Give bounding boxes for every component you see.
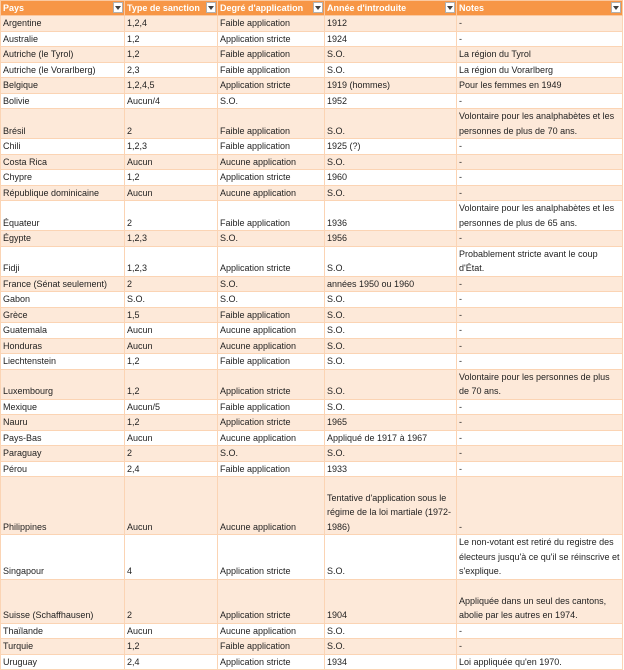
table-row: [1, 430, 623, 446]
cell-notes[interactable]: -: [457, 170, 623, 186]
cell-degree[interactable]: Aucune application: [218, 623, 325, 639]
cell-degree[interactable]: Faible application: [218, 354, 325, 370]
cell-year[interactable]: 1924: [325, 31, 457, 47]
filter-dropdown-icon[interactable]: [113, 2, 123, 13]
cell-year[interactable]: S.O.: [325, 369, 457, 399]
table-row: [1, 47, 623, 63]
table-row: [1, 185, 623, 201]
cell-country[interactable]: Paraguay: [1, 446, 125, 462]
cell-year[interactable]: S.O.: [325, 307, 457, 323]
cell-country[interactable]: Autriche (le Vorarlberg): [1, 62, 125, 78]
cell-notes[interactable]: -: [457, 399, 623, 415]
table-row: [1, 231, 623, 247]
cell-degree[interactable]: Faible application: [218, 47, 325, 63]
cell-degree[interactable]: Application stricte: [218, 246, 325, 276]
cell-degree[interactable]: Faible application: [218, 62, 325, 78]
cell-country[interactable]: Pays-Bas: [1, 430, 125, 446]
cell-country[interactable]: Thaïlande: [1, 623, 125, 639]
cell-year[interactable]: S.O.: [325, 446, 457, 462]
cell-country[interactable]: Uruguay: [1, 654, 125, 670]
cell-notes[interactable]: Loi appliquée qu'en 1970.: [457, 654, 623, 670]
cell-sanction-type[interactable]: Aucun: [125, 154, 218, 170]
cell-year[interactable]: S.O.: [325, 354, 457, 370]
cell-notes[interactable]: Pour les femmes en 1949: [457, 78, 623, 94]
cell-degree[interactable]: Application stricte: [218, 579, 325, 623]
cell-sanction-type[interactable]: 2,4: [125, 461, 218, 477]
cell-sanction-type[interactable]: Aucun: [125, 323, 218, 339]
cell-sanction-type[interactable]: 2: [125, 109, 218, 139]
table-row: [1, 292, 623, 308]
cell-degree[interactable]: Aucune application: [218, 185, 325, 201]
cell-sanction-type[interactable]: 1,2: [125, 47, 218, 63]
table-row: [1, 78, 623, 94]
table-row: [1, 276, 623, 292]
cell-year[interactable]: 1936: [325, 201, 457, 231]
table-row: [1, 109, 623, 139]
cell-country[interactable]: Honduras: [1, 338, 125, 354]
cell-degree[interactable]: Faible application: [218, 201, 325, 231]
cell-degree[interactable]: Application stricte: [218, 369, 325, 399]
table-row: [1, 477, 623, 535]
cell-degree[interactable]: S.O.: [218, 276, 325, 292]
cell-notes[interactable]: -: [457, 307, 623, 323]
header-label: Pays: [3, 3, 25, 14]
cell-notes[interactable]: Probablement stricte avant le coup d'État.: [457, 246, 623, 276]
cell-degree[interactable]: Application stricte: [218, 78, 325, 94]
cell-degree[interactable]: S.O.: [218, 446, 325, 462]
cell-degree[interactable]: Aucune application: [218, 477, 325, 535]
cell-year[interactable]: S.O.: [325, 246, 457, 276]
cell-country[interactable]: Chili: [1, 139, 125, 155]
cell-sanction-type[interactable]: 1,2,3: [125, 246, 218, 276]
cell-notes[interactable]: -: [457, 276, 623, 292]
cell-country[interactable]: Argentine: [1, 16, 125, 32]
header-label: Notes: [459, 3, 485, 14]
cell-sanction-type[interactable]: 4: [125, 535, 218, 580]
cell-notes[interactable]: Appliquée dans un seul des cantons, abolie par les autres en 1974.: [457, 579, 623, 623]
cell-sanction-type[interactable]: 2: [125, 276, 218, 292]
cell-sanction-type[interactable]: Aucun: [125, 338, 218, 354]
cell-country[interactable]: Gabon: [1, 292, 125, 308]
header-label: Année d'introduite: [327, 3, 407, 14]
cell-sanction-type[interactable]: S.O.: [125, 292, 218, 308]
cell-year[interactable]: S.O.: [325, 292, 457, 308]
filter-dropdown-icon[interactable]: [313, 2, 323, 13]
cell-country[interactable]: Liechtenstein: [1, 354, 125, 370]
cell-notes[interactable]: -: [457, 338, 623, 354]
cell-notes[interactable]: -: [457, 292, 623, 308]
cell-notes[interactable]: La région du Tyrol: [457, 47, 623, 63]
table-row: [1, 246, 623, 276]
cell-notes[interactable]: -: [457, 477, 623, 535]
cell-degree[interactable]: Application stricte: [218, 535, 325, 580]
cell-degree[interactable]: Faible application: [218, 461, 325, 477]
cell-country[interactable]: Philippines: [1, 477, 125, 535]
cell-year[interactable]: 1934: [325, 654, 457, 670]
cell-year[interactable]: S.O.: [325, 62, 457, 78]
table-row: [1, 338, 623, 354]
table-row: [1, 461, 623, 477]
header-notes: [457, 1, 623, 16]
table-row: [1, 654, 623, 670]
header-pays: [1, 1, 125, 16]
cell-year[interactable]: S.O.: [325, 399, 457, 415]
cell-notes[interactable]: -: [457, 139, 623, 155]
cell-year[interactable]: S.O.: [325, 623, 457, 639]
table-row: [1, 535, 623, 580]
cell-country[interactable]: République dominicaine: [1, 185, 125, 201]
header-degre-application: [218, 1, 325, 16]
cell-year[interactable]: S.O.: [325, 185, 457, 201]
cell-sanction-type[interactable]: Aucun: [125, 185, 218, 201]
cell-year[interactable]: S.O.: [325, 338, 457, 354]
cell-year[interactable]: 1904: [325, 579, 457, 623]
cell-sanction-type[interactable]: 1,2,3: [125, 139, 218, 155]
cell-sanction-type[interactable]: 1,2: [125, 31, 218, 47]
cell-sanction-type[interactable]: 2,4: [125, 654, 218, 670]
cell-country[interactable]: Brésil: [1, 109, 125, 139]
cell-year[interactable]: 1960: [325, 170, 457, 186]
cell-year[interactable]: 1933: [325, 461, 457, 477]
cell-notes[interactable]: -: [457, 430, 623, 446]
cell-notes[interactable]: -: [457, 323, 623, 339]
cell-sanction-type[interactable]: Aucun/4: [125, 93, 218, 109]
cell-degree[interactable]: Faible application: [218, 16, 325, 32]
cell-country[interactable]: Grèce: [1, 307, 125, 323]
cell-sanction-type[interactable]: 2: [125, 579, 218, 623]
cell-degree[interactable]: Aucune application: [218, 338, 325, 354]
cell-country[interactable]: Turquie: [1, 639, 125, 655]
cell-sanction-type[interactable]: 2,3: [125, 62, 218, 78]
cell-degree[interactable]: Aucune application: [218, 154, 325, 170]
table-body: [1, 16, 623, 670]
cell-year[interactable]: S.O.: [325, 323, 457, 339]
table-row: [1, 93, 623, 109]
cell-notes[interactable]: -: [457, 231, 623, 247]
cell-year[interactable]: 1956: [325, 231, 457, 247]
cell-degree[interactable]: Faible application: [218, 639, 325, 655]
cell-year[interactable]: 1925 (?): [325, 139, 457, 155]
cell-degree[interactable]: Aucune application: [218, 323, 325, 339]
cell-year[interactable]: 1919 (hommes): [325, 78, 457, 94]
table-row: [1, 201, 623, 231]
table-row: [1, 579, 623, 623]
cell-degree[interactable]: Application stricte: [218, 170, 325, 186]
filter-dropdown-icon[interactable]: [445, 2, 455, 13]
cell-sanction-type[interactable]: 1,2: [125, 369, 218, 399]
cell-notes[interactable]: Volontaire pour les analphabètes et les personnes de plus de 65 ans.: [457, 201, 623, 231]
cell-sanction-type[interactable]: 1,2: [125, 354, 218, 370]
cell-country[interactable]: Costa Rica: [1, 154, 125, 170]
cell-country[interactable]: Chypre: [1, 170, 125, 186]
cell-country[interactable]: Australie: [1, 31, 125, 47]
cell-notes[interactable]: Volontaire pour les personnes de plus de 70 ans.: [457, 369, 623, 399]
table-row: [1, 307, 623, 323]
header-label: Degré d'application: [220, 3, 304, 14]
cell-country[interactable]: Équateur: [1, 201, 125, 231]
cell-sanction-type[interactable]: 1,2: [125, 415, 218, 431]
cell-year[interactable]: S.O.: [325, 639, 457, 655]
cell-notes[interactable]: -: [457, 31, 623, 47]
cell-year[interactable]: années 1950 ou 1960: [325, 276, 457, 292]
table-row: [1, 415, 623, 431]
cell-year[interactable]: 1912: [325, 16, 457, 32]
cell-notes[interactable]: -: [457, 639, 623, 655]
table-row: [1, 154, 623, 170]
cell-notes[interactable]: -: [457, 93, 623, 109]
cell-sanction-type[interactable]: 1,2: [125, 639, 218, 655]
cell-sanction-type[interactable]: 1,2: [125, 170, 218, 186]
cell-year[interactable]: 1965: [325, 415, 457, 431]
table-row: [1, 16, 623, 32]
cell-year[interactable]: Appliqué de 1917 à 1967: [325, 430, 457, 446]
cell-country[interactable]: Fidji: [1, 246, 125, 276]
cell-country[interactable]: Autriche (le Tyrol): [1, 47, 125, 63]
filter-dropdown-icon[interactable]: [611, 2, 621, 13]
cell-sanction-type[interactable]: Aucun: [125, 477, 218, 535]
cell-notes[interactable]: -: [457, 185, 623, 201]
cell-country[interactable]: Pérou: [1, 461, 125, 477]
header-row: [1, 1, 623, 16]
cell-sanction-type[interactable]: Aucun: [125, 623, 218, 639]
cell-notes[interactable]: -: [457, 415, 623, 431]
cell-country[interactable]: Belgique: [1, 78, 125, 94]
cell-sanction-type[interactable]: Aucun/5: [125, 399, 218, 415]
cell-notes[interactable]: -: [457, 154, 623, 170]
cell-year[interactable]: S.O.: [325, 47, 457, 63]
cell-sanction-type[interactable]: 1,2,3: [125, 231, 218, 247]
cell-notes[interactable]: -: [457, 623, 623, 639]
cell-country[interactable]: Guatemala: [1, 323, 125, 339]
cell-notes[interactable]: -: [457, 461, 623, 477]
cell-country[interactable]: Bolivie: [1, 93, 125, 109]
cell-notes[interactable]: -: [457, 446, 623, 462]
cell-country[interactable]: France (Sénat seulement): [1, 276, 125, 292]
cell-country[interactable]: Singapour: [1, 535, 125, 580]
cell-degree[interactable]: Application stricte: [218, 415, 325, 431]
cell-degree[interactable]: S.O.: [218, 231, 325, 247]
header-label: Type de sanction: [127, 3, 200, 14]
header-type-sanction: [125, 1, 218, 16]
cell-sanction-type[interactable]: 1,2,4: [125, 16, 218, 32]
cell-year[interactable]: S.O.: [325, 109, 457, 139]
cell-degree[interactable]: Aucune application: [218, 430, 325, 446]
cell-notes[interactable]: -: [457, 16, 623, 32]
cell-sanction-type[interactable]: 2: [125, 446, 218, 462]
cell-sanction-type[interactable]: 1,5: [125, 307, 218, 323]
cell-degree[interactable]: Faible application: [218, 109, 325, 139]
cell-notes[interactable]: -: [457, 354, 623, 370]
header-annee: [325, 1, 457, 16]
cell-sanction-type[interactable]: 2: [125, 201, 218, 231]
cell-degree[interactable]: S.O.: [218, 292, 325, 308]
table-row: [1, 399, 623, 415]
table-row: [1, 170, 623, 186]
cell-degree[interactable]: Faible application: [218, 399, 325, 415]
table-row: [1, 446, 623, 462]
table-row: [1, 139, 623, 155]
cell-notes[interactable]: Le non-votant est retiré du registre des électeurs jusqu'à ce qu'il se réinscrive et s'explique.: [457, 535, 623, 580]
table-row: [1, 623, 623, 639]
cell-year[interactable]: S.O.: [325, 154, 457, 170]
table-row: [1, 323, 623, 339]
cell-degree[interactable]: Faible application: [218, 307, 325, 323]
cell-notes[interactable]: Volontaire pour les analphabètes et les personnes de plus de 70 ans.: [457, 109, 623, 139]
cell-country[interactable]: Mexique: [1, 399, 125, 415]
cell-degree[interactable]: Application stricte: [218, 654, 325, 670]
filter-dropdown-icon[interactable]: [206, 2, 216, 13]
cell-notes[interactable]: La région du Vorarlberg: [457, 62, 623, 78]
cell-year[interactable]: S.O.: [325, 535, 457, 580]
cell-degree[interactable]: S.O.: [218, 93, 325, 109]
cell-sanction-type[interactable]: Aucun: [125, 430, 218, 446]
cell-year[interactable]: 1952: [325, 93, 457, 109]
table-row: [1, 31, 623, 47]
cell-degree[interactable]: Application stricte: [218, 31, 325, 47]
cell-sanction-type[interactable]: 1,2,4,5: [125, 78, 218, 94]
cell-country[interactable]: Égypte: [1, 231, 125, 247]
table-row: [1, 369, 623, 399]
cell-country[interactable]: Luxembourg: [1, 369, 125, 399]
cell-year[interactable]: Tentative d'application sous le régime de la loi martiale (1972-1986): [325, 477, 457, 535]
cell-degree[interactable]: Faible application: [218, 139, 325, 155]
table-row: [1, 354, 623, 370]
table-row: [1, 62, 623, 78]
cell-country[interactable]: Nauru: [1, 415, 125, 431]
cell-country[interactable]: Suisse (Schaffhausen): [1, 579, 125, 623]
table-row: [1, 639, 623, 655]
